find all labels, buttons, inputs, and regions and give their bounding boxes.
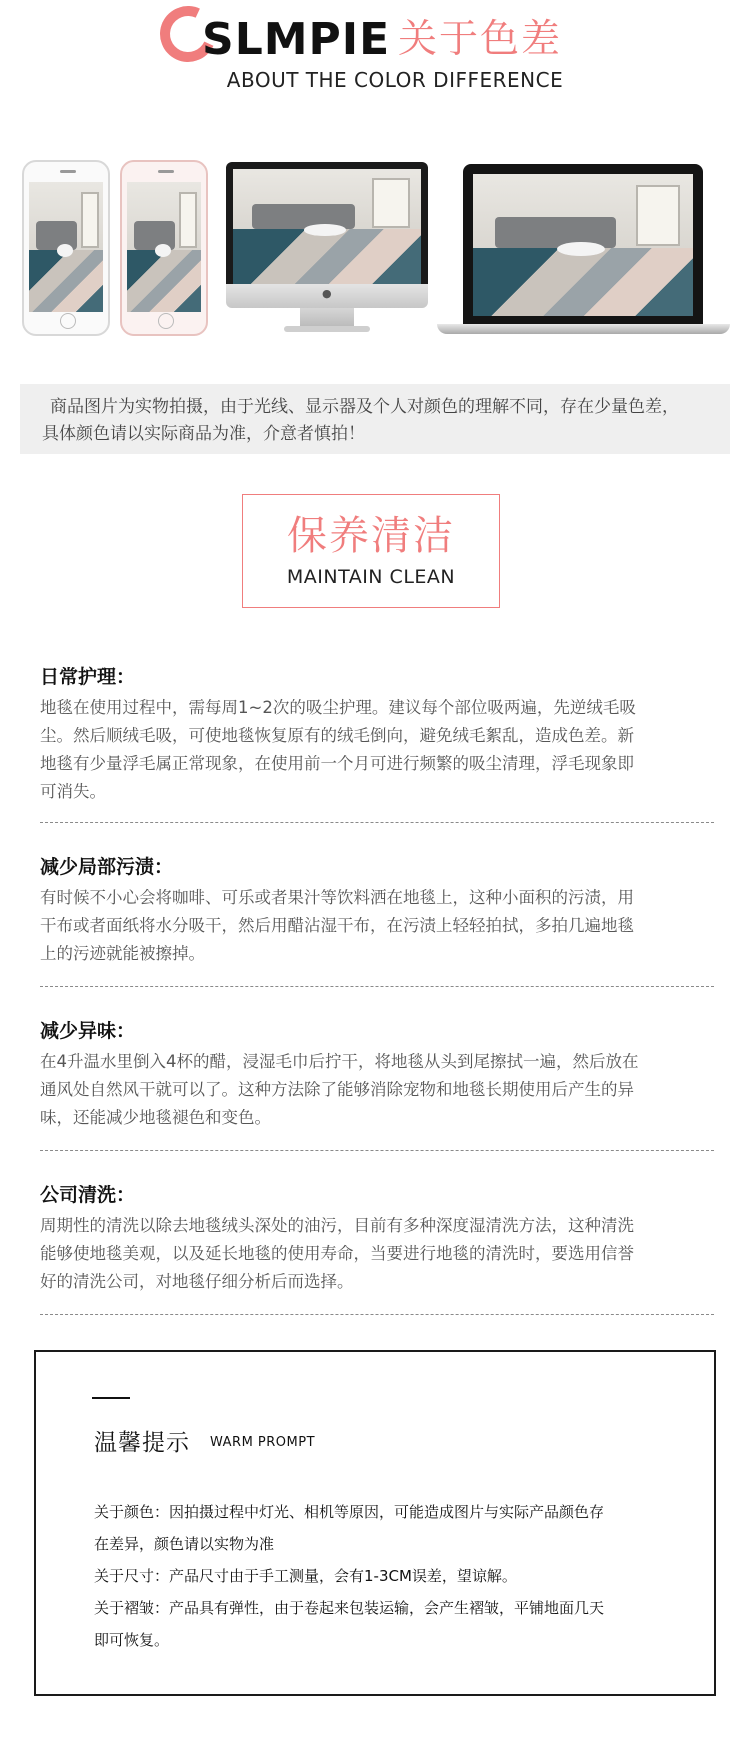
- apple-logo-icon: ●: [322, 287, 332, 300]
- text-line: 可消失。: [40, 782, 106, 801]
- warm-line: 即可恢复。: [94, 1631, 170, 1649]
- text-line: 能够使地毯美观，以及延长地毯的使用寿命，当要进行地毯的清洗时，要选用信誉: [40, 1244, 634, 1263]
- imac-foot: [284, 326, 370, 332]
- page-subtitle: ABOUT THE COLOR DIFFERENCE: [226, 68, 564, 92]
- notice-line: 商品图片为实物拍摄，由于光线、显示器及个人对颜色的理解不同，存在少量色差，: [50, 397, 679, 417]
- section-subtitle: MAINTAIN CLEAN: [286, 566, 456, 588]
- care-daily-title: 日常护理：: [40, 666, 136, 688]
- color-notice-text: [42, 394, 722, 448]
- text-line: 上的污迹就能被擦掉。: [40, 944, 205, 963]
- divider: [40, 822, 714, 823]
- warm-prompt-title: 温馨提示: [94, 1430, 190, 1456]
- imac-stand: [300, 308, 354, 328]
- care-odor-title: 减少异味：: [40, 1020, 136, 1042]
- phone-rose-image: [120, 160, 208, 336]
- divider: [40, 1314, 714, 1315]
- divider: [40, 1150, 714, 1151]
- care-company-body: [40, 1212, 714, 1296]
- warm-prompt-rule: [92, 1397, 130, 1399]
- care-stain-body: [40, 884, 714, 968]
- text-line: 通风处自然风干就可以了。这种方法除了能够消除宠物和地毯长期使用后产生的异: [40, 1080, 634, 1099]
- warm-line: 关于颜色：因拍摄过程中灯光、相机等原因，可能造成图片与实际产品颜色存: [94, 1503, 605, 1521]
- care-stain-title: 减少局部污渍：: [40, 856, 174, 878]
- warm-line: 关于褶皱：产品具有弹性，由于卷起来包装运输，会产生褶皱，平铺地面几天: [94, 1599, 605, 1617]
- divider: [40, 986, 714, 987]
- imac-image: [226, 162, 428, 300]
- text-line: 地毯有少量浮毛属正常现象，在使用前一个月可进行频繁的吸尘清理，浮毛现象即: [40, 754, 634, 773]
- macbook-image: [463, 164, 703, 324]
- text-line: 周期性的清洗以除去地毯绒头深处的油污，目前有多种深度湿清洗方法，这种清洗: [40, 1216, 634, 1235]
- warm-line: 在差异，颜色请以实物为准: [94, 1535, 275, 1553]
- text-line: 好的清洗公司，对地毯仔细分析后而选择。: [40, 1272, 354, 1291]
- warm-line: 关于尺寸：产品尺寸由于手工测量，会有1-3CM误差，望谅解。: [94, 1567, 517, 1585]
- notice-line: 具体颜色请以实际商品为准，介意者慎拍！: [42, 424, 365, 444]
- section-title: 保养清洁: [287, 513, 455, 559]
- text-line: 地毯在使用过程中，需每周1~2次的吸尘护理。建议每个部位吸两遍，先逆绒毛吸: [40, 698, 636, 717]
- macbook-base: [437, 324, 730, 334]
- text-line: 有时候不小心会将咖啡、可乐或者果汁等饮料洒在地毯上，这种小面积的污渍，用: [40, 888, 634, 907]
- text-line: 干布或者面纸将水分吸干，然后用醋沾湿干布，在污渍上轻轻拍拭，多拍几遍地毯: [40, 916, 634, 935]
- care-daily-body: [40, 694, 714, 806]
- phone-white-image: [22, 160, 110, 336]
- text-line: 味，还能减少地毯褪色和变色。: [40, 1108, 271, 1127]
- brand-name: SLMPIE: [202, 14, 391, 65]
- warm-prompt-subtitle: WARM PROMPT: [210, 1435, 316, 1450]
- text-line: 在4升温水里倒入4杯的醋，浸湿毛巾后拧干，将地毯从头到尾擦拭一遍，然后放在: [40, 1052, 639, 1071]
- page-title: 关于色差: [398, 17, 563, 62]
- text-line: 尘。然后顺绒毛吸，可使地毯恢复原有的绒毛倒向，避免绒毛絮乱，造成色差。新: [40, 726, 634, 745]
- care-company-title: 公司清洗：: [40, 1184, 136, 1206]
- care-odor-body: [40, 1048, 714, 1132]
